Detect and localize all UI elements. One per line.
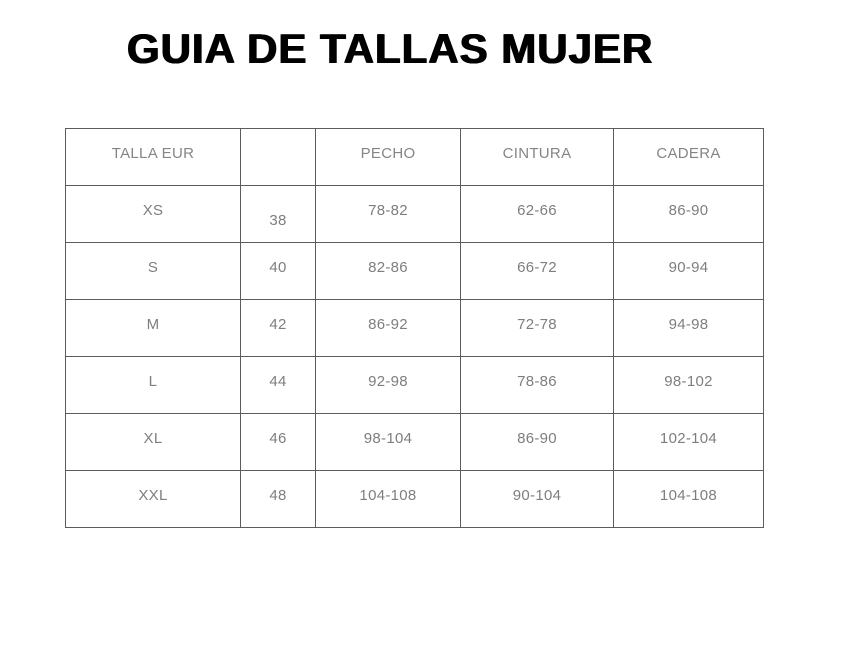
table-cell: 78-82 (316, 186, 461, 243)
column-header-empty (241, 129, 316, 186)
table-cell: 38 (241, 186, 316, 243)
size-table (65, 128, 764, 528)
table-cell: S (66, 243, 241, 300)
table-row-xl (66, 414, 764, 471)
column-header-cadera: CADERA (614, 129, 764, 186)
table-cell: M (66, 300, 241, 357)
table-cell: 98-102 (614, 357, 764, 414)
table-cell: XXL (66, 471, 241, 528)
page-title: GUIA DE TALLAS MUJER (127, 25, 654, 72)
table-cell: 90-94 (614, 243, 764, 300)
table-cell: 102-104 (614, 414, 764, 471)
table-cell: 90-104 (461, 471, 614, 528)
table-cell: 46 (241, 414, 316, 471)
table-cell: 86-92 (316, 300, 461, 357)
table-row-xxl (66, 471, 764, 528)
table-cell: XS (66, 186, 241, 243)
table-cell: 66-72 (461, 243, 614, 300)
table-cell: 94-98 (614, 300, 764, 357)
table-cell: 48 (241, 471, 316, 528)
column-header-cintura: CINTURA (461, 129, 614, 186)
table-cell: L (66, 357, 241, 414)
table-cell: 86-90 (614, 186, 764, 243)
table-row-l (66, 357, 764, 414)
table-cell: 78-86 (461, 357, 614, 414)
table-row-xs (66, 186, 764, 243)
table-cell: 62-66 (461, 186, 614, 243)
table-cell: 104-108 (316, 471, 461, 528)
table-cell: 44 (241, 357, 316, 414)
table-row-m (66, 300, 764, 357)
table-cell: 104-108 (614, 471, 764, 528)
table-cell: 40 (241, 243, 316, 300)
column-header-talla-eur: TALLA EUR (66, 129, 241, 186)
table-cell: 42 (241, 300, 316, 357)
column-header-pecho: PECHO (316, 129, 461, 186)
table-cell: XL (66, 414, 241, 471)
header-row (66, 129, 764, 186)
table-row-s (66, 243, 764, 300)
table-cell: 72-78 (461, 300, 614, 357)
table-cell: 98-104 (316, 414, 461, 471)
table-cell: 92-98 (316, 357, 461, 414)
table-cell: 86-90 (461, 414, 614, 471)
table-cell: 82-86 (316, 243, 461, 300)
